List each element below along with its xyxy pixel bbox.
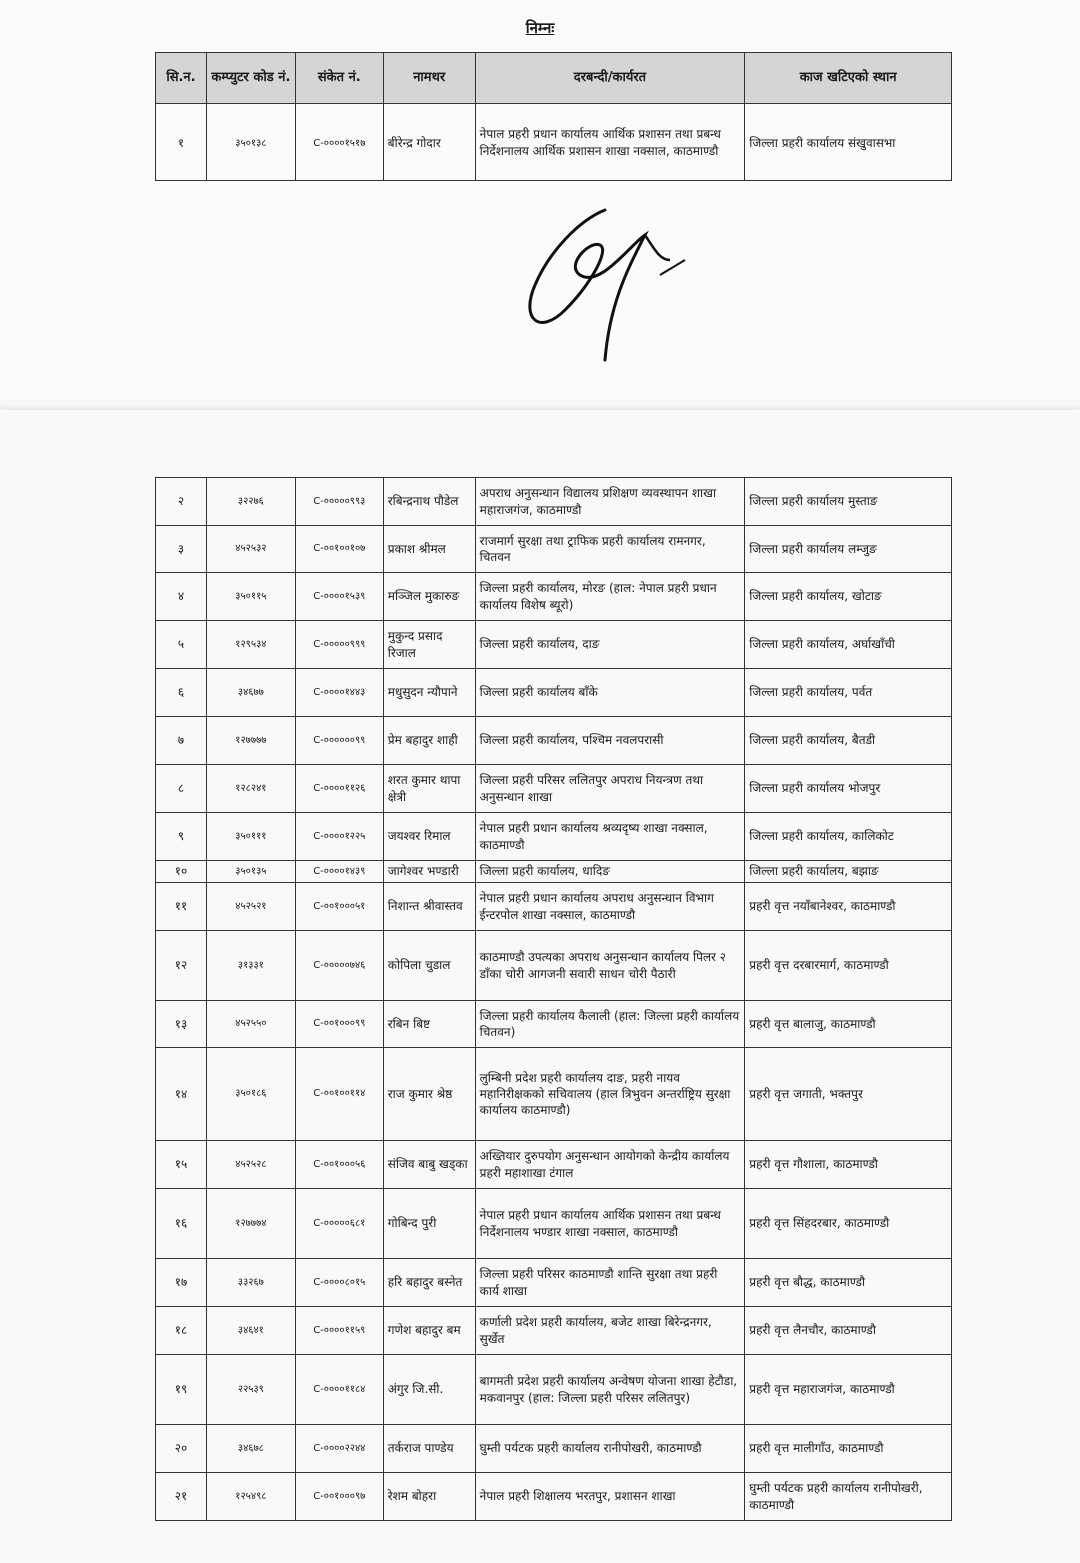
cell-sn: ५ (156, 621, 207, 669)
table-row (156, 1189, 952, 1259)
cell-post: लुम्बिनी प्रदेश प्रहरी कार्यालय दाङ, प्रहरी नायव महानिरीक्षकको सचिवालय (हाल त्रिभुवन अन्तर्राष्ट्रिय सुरक्षा कार्यालय काठमाण्डौ) (475, 1048, 745, 1141)
table-row (156, 1307, 952, 1355)
cell-code: २२५३९ (206, 1355, 295, 1425)
cell-id: C-००१००११४ (295, 1048, 383, 1141)
header-computer-code: कम्प्युटर कोड नं. (206, 53, 295, 104)
cell-place: प्रहरी वृत्त मालीगाँउ, काठमाण्डौ (745, 1425, 952, 1473)
cell-code: १२५४९८ (206, 1473, 295, 1521)
table-row (156, 573, 952, 621)
cell-sn: १ (156, 104, 207, 181)
cell-name: मुकुन्द प्रसाद रिजाल (383, 621, 475, 669)
cell-sn: १९ (156, 1355, 207, 1425)
table-row (156, 526, 952, 573)
cell-place: प्रहरी वृत्त बौद्ध, काठमाण्डौ (745, 1259, 952, 1307)
cell-code: १२७७७४ (206, 1189, 295, 1259)
cell-post: नेपाल प्रहरी प्रधान कार्यालय श्रव्यदृष्य शाखा नक्साल, काठमाण्डौ (475, 813, 745, 861)
cell-sn: २ (156, 478, 207, 526)
cell-place: जिल्ला प्रहरी कार्यालय भोजपुर (745, 765, 952, 813)
cell-id: C-००००१४४३ (295, 669, 383, 717)
cell-sn: ७ (156, 717, 207, 765)
signature (510, 190, 710, 370)
header-sn: सि.न. (156, 53, 207, 104)
table-row (156, 669, 952, 717)
table-row (156, 1001, 952, 1048)
cell-code: १२९५३४ (206, 621, 295, 669)
cell-place: प्रहरी वृत्त सिंहदरबार, काठमाण्डौ (745, 1189, 952, 1259)
table-row (156, 621, 952, 669)
cell-place: जिल्ला प्रहरी कार्यालय, अर्घाखाँची (745, 621, 952, 669)
cell-id: C-००००१५१७ (295, 104, 383, 181)
transfer-table-first (155, 52, 952, 181)
table-row (156, 1425, 952, 1473)
cell-name: प्रकाश श्रीमल (383, 526, 475, 573)
cell-name: जयश्वर रिमाल (383, 813, 475, 861)
table-row (156, 931, 952, 1001)
cell-code: ४५२५२१ (206, 883, 295, 931)
cell-place: प्रहरी वृत्त महाराजगंज, काठमाण्डौ (745, 1355, 952, 1425)
cell-code: ४५२५२८ (206, 1141, 295, 1189)
cell-post: काठमाण्डौ उपत्यका अपराध अनुसन्धान कार्यालय पिलर २ डाँका चोरी आगजनी सवारी साधन चोरी पैठारी (475, 931, 745, 1001)
cell-code: ३४६७८ (206, 1425, 295, 1473)
cell-post: जिल्ला प्रहरी कार्यालय, दाङ (475, 621, 745, 669)
cell-sn: २१ (156, 1473, 207, 1521)
cell-post: जिल्ला प्रहरी कार्यालय कैलाली (हाल: जिल्ला प्रहरी कार्यालय चितवन) (475, 1001, 745, 1048)
header-name: नामथर (383, 53, 475, 104)
table-row (156, 478, 952, 526)
cell-sn: १४ (156, 1048, 207, 1141)
cell-sn: ८ (156, 765, 207, 813)
table-row (156, 813, 952, 861)
cell-id: C-००००११२६ (295, 765, 383, 813)
cell-sn: ९ (156, 813, 207, 861)
cell-code: ३५०१८६ (206, 1048, 295, 1141)
cell-id: C-००००१२२५ (295, 813, 383, 861)
cell-sn: १६ (156, 1189, 207, 1259)
heading: निम्नः (525, 19, 555, 37)
cell-post: जिल्ला प्रहरी कार्यालय बाँके (475, 669, 745, 717)
cell-id: C-००१०००५१ (295, 883, 383, 931)
cell-place: जिल्ला प्रहरी कार्यालय, कालिकोट (745, 813, 952, 861)
table-row (156, 104, 952, 181)
table-row (156, 1048, 952, 1141)
cell-id: C-००००२२४४ (295, 1425, 383, 1473)
cell-sn: १० (156, 861, 207, 883)
table-row (156, 883, 952, 931)
cell-post: राजमार्ग सुरक्षा तथा ट्राफिक प्रहरी कार्यालय रामनगर, चितवन (475, 526, 745, 573)
cell-sn: ६ (156, 669, 207, 717)
cell-post: जिल्ला प्रहरी परिसर ललितपुर अपराध नियन्त्रण तथा अनुसन्धान शाखा (475, 765, 745, 813)
cell-id: C-००१००१०७ (295, 526, 383, 573)
cell-code: ३३२६७ (206, 1259, 295, 1307)
table-row (156, 717, 952, 765)
cell-name: बीरेन्द्र गोदार (383, 104, 475, 181)
header-id-number: संकेत नं. (295, 53, 383, 104)
header-post: दरबन्दी/कार्यरत (475, 53, 745, 104)
cell-post: अख्तियार दुरुपयोग अनुसन्धान आयोगको केन्द्रीय कार्यालय प्रहरी महाशाखा टंगाल (475, 1141, 745, 1189)
cell-post: जिल्ला प्रहरी कार्यालय, पश्चिम नवलपरासी (475, 717, 745, 765)
cell-sn: ११ (156, 883, 207, 931)
cell-code: ३५०१११ (206, 813, 295, 861)
cell-code: ४५२५३२ (206, 526, 295, 573)
cell-name: निशान्त श्रीवास्तव (383, 883, 475, 931)
cell-name: रबिन्द्रनाथ पौडेल (383, 478, 475, 526)
cell-code: ३४६७७ (206, 669, 295, 717)
cell-post: नेपाल प्रहरी प्रधान कार्यालय अपराध अनुसन्धान विभाग ईन्टरपोल शाखा नक्साल, काठमाण्डौ (475, 883, 745, 931)
cell-code: ३१३३१ (206, 931, 295, 1001)
cell-name: रबिन बिष्ट (383, 1001, 475, 1048)
cell-post: अपराध अनुसन्धान विद्यालय प्रशिक्षण व्यवस्थापन शाखा महाराजगंज, काठमाण्डौ (475, 478, 745, 526)
cell-post: जिल्ला प्रहरी कार्यालय, मोरङ (हाल: नेपाल प्रहरी प्रधान कार्यालय विशेष ब्यूरो) (475, 573, 745, 621)
cell-post: जिल्ला प्रहरी कार्यालय, धादिङ (475, 861, 745, 883)
cell-name: प्रेम बहादुर शाही (383, 717, 475, 765)
cell-sn: १३ (156, 1001, 207, 1048)
cell-id: C-००१०००९७ (295, 1473, 383, 1521)
cell-code: १२७७७७ (206, 717, 295, 765)
cell-post: घुम्ती पर्यटक प्रहरी कार्यालय रानीपोखरी, काठमाण्डौ (475, 1425, 745, 1473)
table-row (156, 1259, 952, 1307)
cell-id: C-०००००९९३ (295, 478, 383, 526)
cell-post: बागमती प्रदेश प्रहरी कार्यालय अन्वेषण योजना शाखा हेटौडा, मकवानपुर (हाल: जिल्ला प्रहरी परिसर ललितपुर) (475, 1355, 745, 1425)
cell-place: प्रहरी वृत्त जगाती, भक्तपुर (745, 1048, 952, 1141)
cell-name: राज कुमार श्रेष्ठ (383, 1048, 475, 1141)
cell-id: C-००००८०१५ (295, 1259, 383, 1307)
cell-name: अंगुर जि.सी. (383, 1355, 475, 1425)
cell-name: मधुसुदन न्यौपाने (383, 669, 475, 717)
cell-post: नेपाल प्रहरी प्रधान कार्यालय आर्थिक प्रशासन तथा प्रबन्ध निर्देशनालय आर्थिक प्रशासन शाखा नक्साल, काठमाण्डौ (475, 104, 745, 181)
cell-code: ३५०११५ (206, 573, 295, 621)
cell-id: C-०००००७४६ (295, 931, 383, 1001)
cell-sn: ३ (156, 526, 207, 573)
cell-place: प्रहरी वृत्त बालाजु, काठमाण्डौ (745, 1001, 952, 1048)
table-row (156, 861, 952, 883)
cell-post: जिल्ला प्रहरी परिसर काठमाण्डौ शान्ति सुरक्षा तथा प्रहरी कार्य शाखा (475, 1259, 745, 1307)
cell-post: नेपाल प्रहरी प्रधान कार्यालय आर्थिक प्रशासन तथा प्रबन्ध निर्देशनालय भण्डार शाखा नक्साल, काठमाण्डौ (475, 1189, 745, 1259)
cell-code: १२८२४१ (206, 765, 295, 813)
cell-post: कर्णाली प्रदेश प्रहरी कार्यालय, बजेट शाखा बिरेन्द्रनगर, सुर्खेत (475, 1307, 745, 1355)
cell-place: जिल्ला प्रहरी कार्यालय, पर्वत (745, 669, 952, 717)
cell-place: प्रहरी वृत्त गौशाला, काठमाण्डौ (745, 1141, 952, 1189)
cell-post: नेपाल प्रहरी शिक्षालय भरतपुर, प्रशासन शाखा (475, 1473, 745, 1521)
cell-code: ३५०१३८ (206, 104, 295, 181)
cell-sn: १२ (156, 931, 207, 1001)
table-header-row (156, 53, 952, 104)
table-row (156, 765, 952, 813)
cell-place: जिल्ला प्रहरी कार्यालय मुस्ताङ (745, 478, 952, 526)
cell-sn: ४ (156, 573, 207, 621)
cell-sn: १५ (156, 1141, 207, 1189)
cell-code: ४५२५५० (206, 1001, 295, 1048)
cell-place: जिल्ला प्रहरी कार्यालय लम्जुङ (745, 526, 952, 573)
cell-id: C-०००००६८१ (295, 1189, 383, 1259)
table-row (156, 1473, 952, 1521)
cell-name: हरि बहादुर बस्नेत (383, 1259, 475, 1307)
cell-name: मञ्जिल मुकारुङ (383, 573, 475, 621)
cell-id: C-००००१५३९ (295, 573, 383, 621)
cell-id: C-०००००९९९ (295, 621, 383, 669)
cell-id: C-००००११८४ (295, 1355, 383, 1425)
cell-name: संजिव बाबु खड्का (383, 1141, 475, 1189)
cell-name: तर्कराज पाण्डेय (383, 1425, 475, 1473)
cell-sn: २० (156, 1425, 207, 1473)
cell-id: C-००००००९९ (295, 717, 383, 765)
cell-sn: १७ (156, 1259, 207, 1307)
cell-place: घुम्ती पर्यटक प्रहरी कार्यालय रानीपोखरी, काठमाण्डौ (745, 1473, 952, 1521)
table-row (156, 1141, 952, 1189)
cell-sn: १८ (156, 1307, 207, 1355)
cell-place: प्रहरी वृत्त दरबारमार्ग, काठमाण्डौ (745, 931, 952, 1001)
cell-place: प्रहरी वृत्त नयाँबानेश्वर, काठमाण्डौ (745, 883, 952, 931)
cell-name: रेशम बोहरा (383, 1473, 475, 1521)
cell-name: गणेश बहादुर बम (383, 1307, 475, 1355)
header-deputed-place: काज खटिएको स्थान (745, 53, 952, 104)
cell-place: प्रहरी वृत्त लैनचौर, काठमाण्डौ (745, 1307, 952, 1355)
cell-code: ३४६४१ (206, 1307, 295, 1355)
cell-id: C-००००१४३९ (295, 861, 383, 883)
cell-id: C-००००११५९ (295, 1307, 383, 1355)
cell-place: जिल्ला प्रहरी कार्यालय, बझाङ (745, 861, 952, 883)
cell-place: जिल्ला प्रहरी कार्यालय, खोटाङ (745, 573, 952, 621)
cell-id: C-००१०००९९ (295, 1001, 383, 1048)
transfer-table-continued (155, 477, 952, 1521)
table-row (156, 1355, 952, 1425)
cell-name: शरत कुमार थापा क्षेत्री (383, 765, 475, 813)
cell-place: जिल्ला प्रहरी कार्यालय, बैतडी (745, 717, 952, 765)
cell-code: ३२२७६ (206, 478, 295, 526)
cell-code: ३५०१३५ (206, 861, 295, 883)
cell-name: गोबिन्द पुरी (383, 1189, 475, 1259)
cell-name: कोपिला चुडाल (383, 931, 475, 1001)
cell-id: C-००१०००५६ (295, 1141, 383, 1189)
cell-place: जिल्ला प्रहरी कार्यालय संखुवासभा (745, 104, 952, 181)
cell-name: जागेश्वर भण्डारी (383, 861, 475, 883)
